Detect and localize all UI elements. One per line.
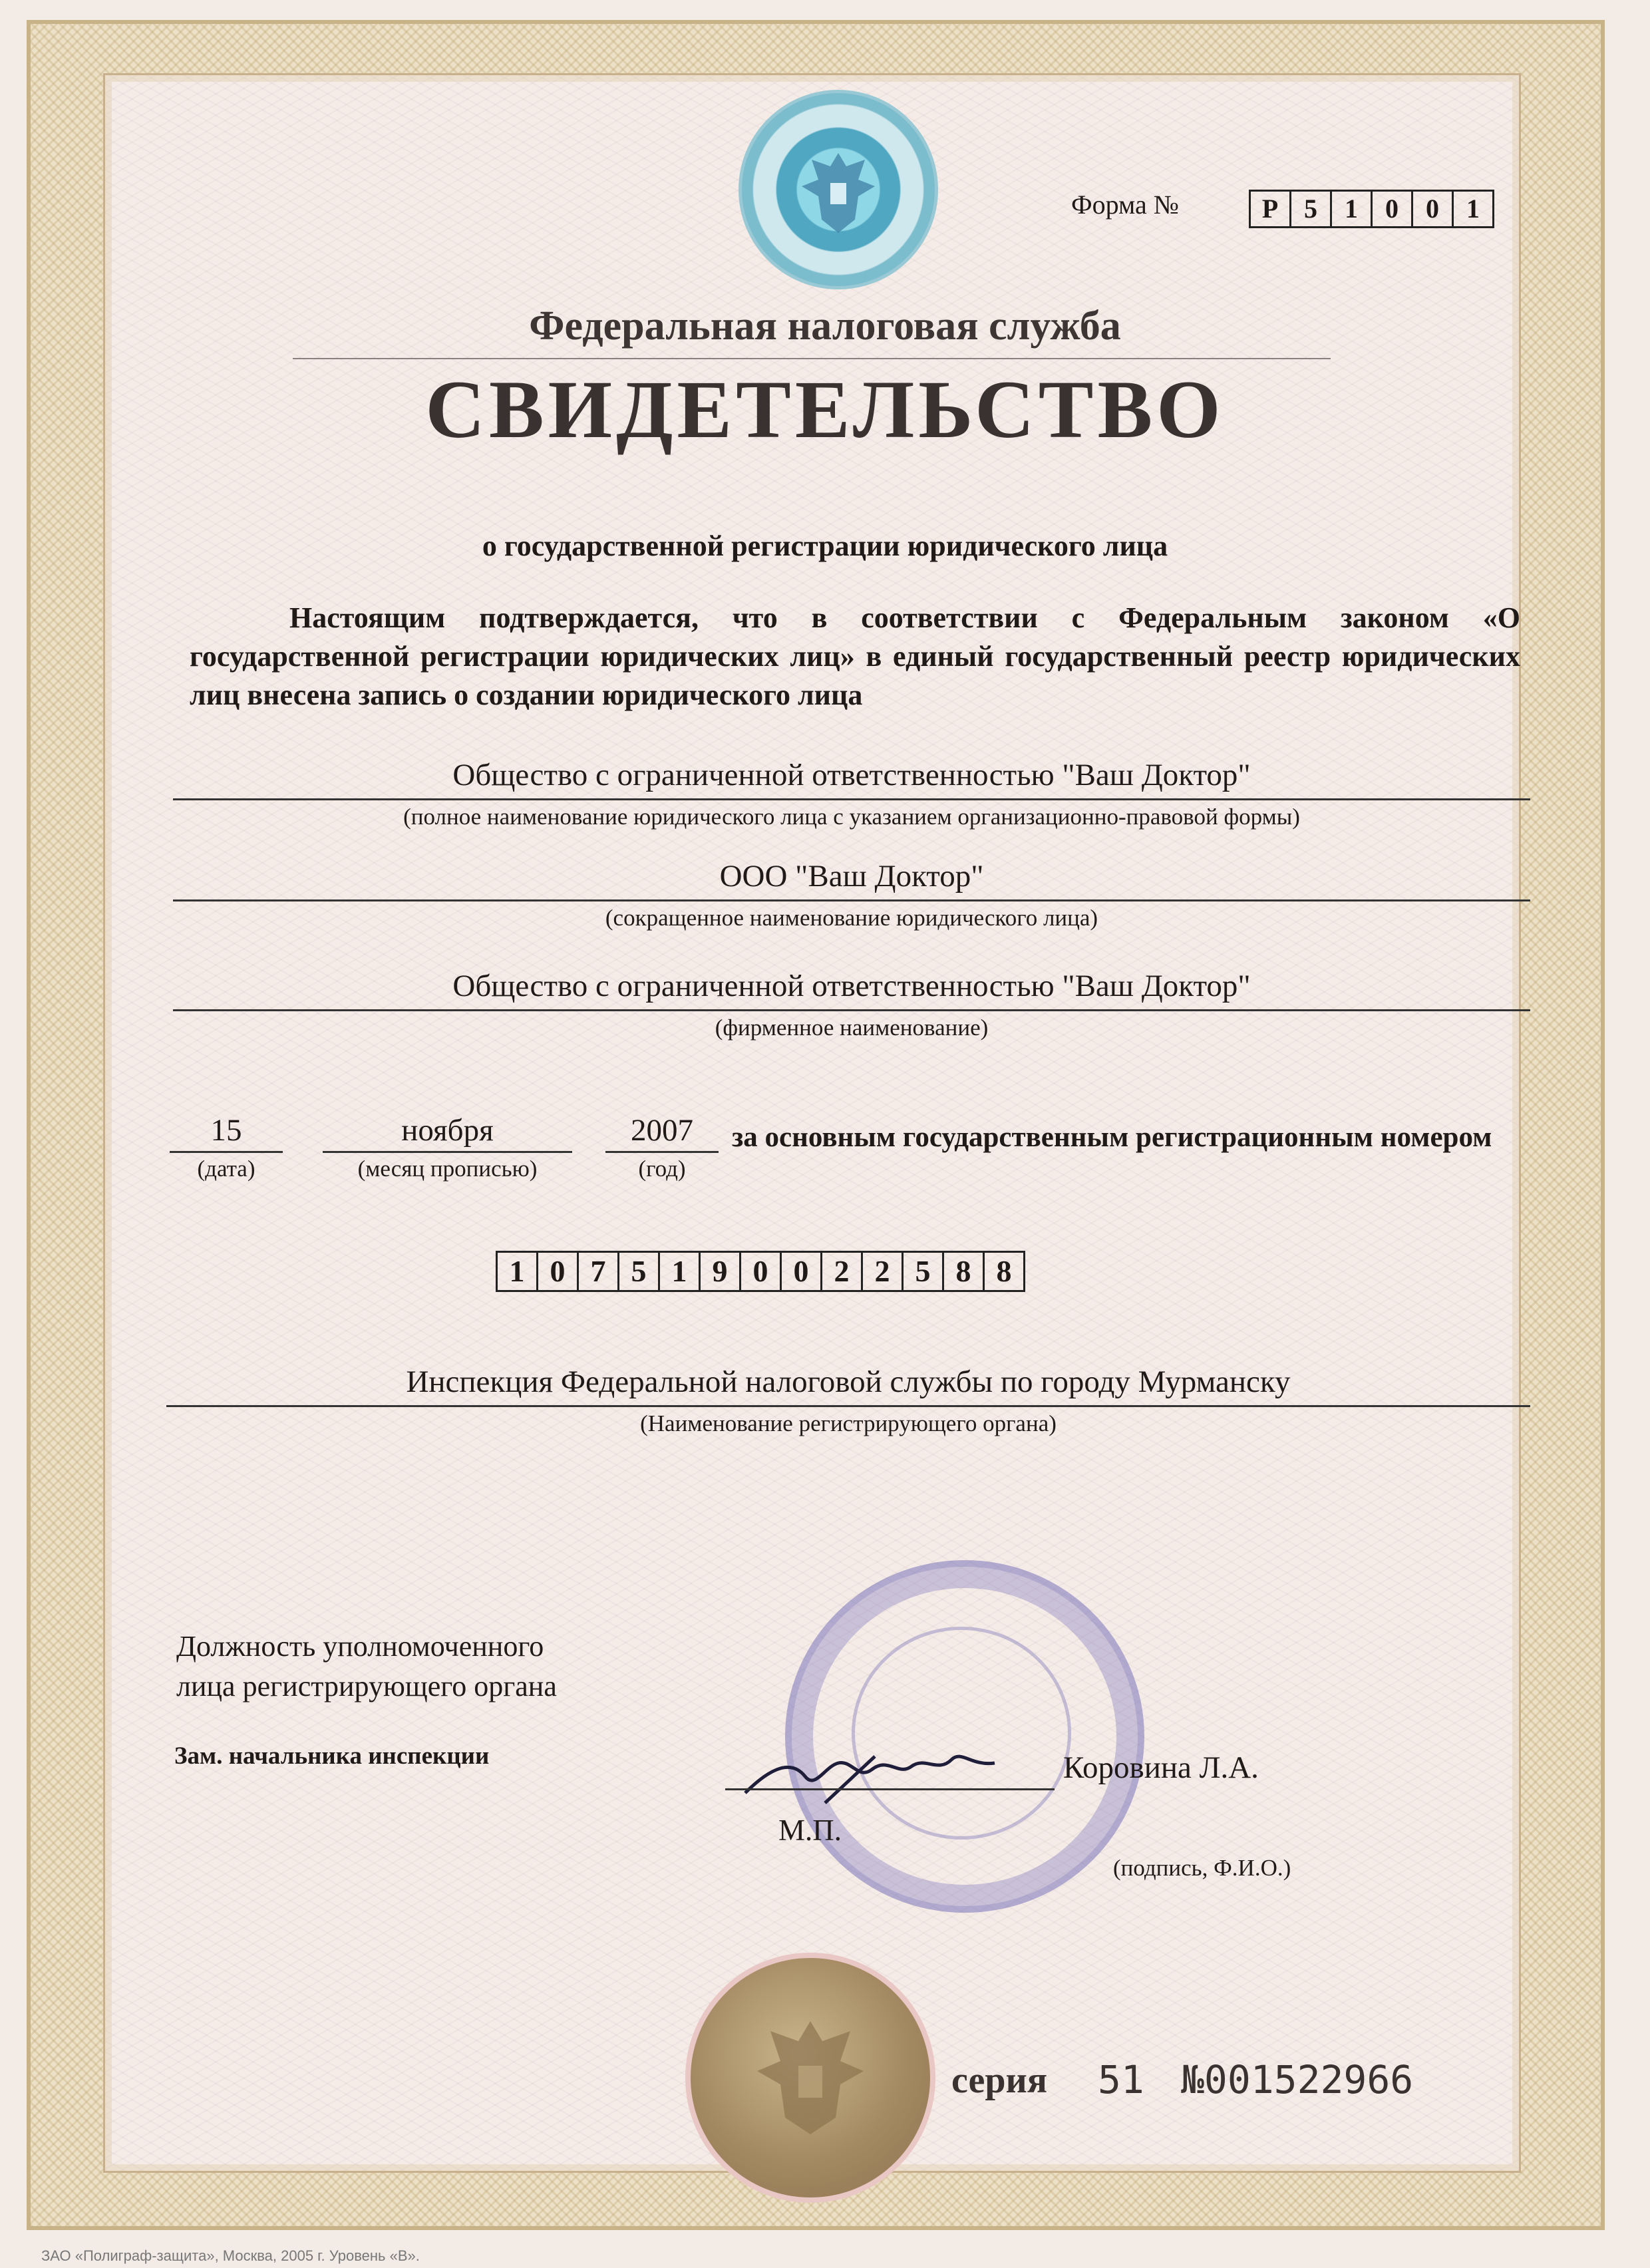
position-label-line: Должность уполномоченного	[176, 1630, 544, 1663]
form-number-label: Форма №	[1071, 190, 1179, 220]
brand-name-caption: (фирменное наименование)	[715, 1015, 989, 1041]
registration-year: 2007	[631, 1113, 693, 1148]
form-number-digit: 5	[1289, 190, 1332, 228]
ogrn-digit: 2	[820, 1251, 863, 1292]
position-value: Зам. начальника инспекции	[174, 1742, 490, 1770]
full-name-value: Общество с ограниченной ответственностью "Ваш Доктор"	[452, 758, 1251, 792]
brand-name-underline	[173, 1009, 1530, 1011]
ogrn-digit: 5	[617, 1251, 660, 1292]
form-number-digit: 1	[1452, 190, 1494, 228]
ogrn-digit: 0	[739, 1251, 782, 1292]
ogrn-digit: 1	[496, 1251, 538, 1292]
ogrn-digit: 5	[902, 1251, 944, 1292]
signature-line	[725, 1788, 1055, 1790]
series-value: 51	[1098, 2057, 1144, 2102]
form-number-digit: Р	[1249, 190, 1291, 228]
ogrn-digit: 8	[983, 1251, 1025, 1292]
eagle-icon	[744, 2005, 877, 2144]
certificate-subtitle: о государственной регистрации юридического лица	[482, 530, 1168, 562]
signatory-name: Коровина Л.А.	[1063, 1750, 1259, 1785]
hologram-seal	[739, 90, 938, 289]
ogrn-label: за основным государственным регистрационным номером	[732, 1122, 1492, 1153]
printer-note: ЗАО «Полиграф-защита», Москва, 2005 г. Уровень «В».	[41, 2247, 420, 2264]
form-number-digit: 0	[1411, 190, 1454, 228]
ogrn-digit: 1	[658, 1251, 701, 1292]
official-stamp	[785, 1560, 1144, 1913]
short-name-caption: (сокращенное наименование юридического лица)	[605, 905, 1098, 931]
certificate-number: №001522966	[1181, 2057, 1414, 2102]
brand-name-value: Общество с ограниченной ответственностью "Ваш Доктор"	[452, 969, 1251, 1003]
full-name-caption: (полное наименование юридического лица с указанием организационно-правовой формы)	[403, 804, 1300, 830]
embossed-seal	[685, 1953, 935, 2203]
ogrn-boxes	[498, 1251, 1025, 1292]
position-label	[176, 1627, 709, 1706]
statement-text: Настоящим подтверждается, что в соответствии с Федеральным законом «О государственной регистрации юридических лиц» в единый государственный реестр юридических лиц внесена запись о создании юридического лица	[190, 601, 1520, 711]
month-underline	[323, 1151, 572, 1153]
eagle-icon	[792, 140, 885, 240]
title-divider	[293, 358, 1331, 359]
year-caption: (год)	[638, 1156, 686, 1182]
agency-title: Федеральная налоговая служба	[529, 303, 1121, 349]
short-name-value: ООО "Ваш Доктор"	[719, 859, 984, 893]
authority-caption: (Наименование регистрирующего органа)	[640, 1410, 1057, 1436]
ogrn-digit: 0	[780, 1251, 822, 1292]
ogrn-digit: 7	[577, 1251, 619, 1292]
ogrn-digit: 9	[699, 1251, 741, 1292]
ogrn-digit: 0	[536, 1251, 579, 1292]
form-number-boxes	[1251, 190, 1494, 228]
short-name-underline	[173, 899, 1530, 901]
ogrn-digit: 2	[861, 1251, 904, 1292]
ogrn-digit: 8	[942, 1251, 985, 1292]
full-name-underline	[173, 798, 1530, 800]
day-underline	[170, 1151, 283, 1153]
signature	[732, 1740, 1011, 1813]
year-underline	[605, 1151, 719, 1153]
authority-value: Инспекция Федеральной налоговой службы по городу Мурманску	[406, 1365, 1291, 1399]
seal-place-label: М.П.	[778, 1814, 842, 1847]
registration-day: 15	[210, 1113, 242, 1148]
series-label: серия	[951, 2060, 1048, 2101]
day-caption: (дата)	[197, 1156, 255, 1182]
registration-month: ноября	[401, 1113, 494, 1148]
signature-caption: (подпись, Ф.И.О.)	[1113, 1855, 1291, 1881]
form-number-digit: 0	[1371, 190, 1413, 228]
form-number-digit: 1	[1330, 190, 1373, 228]
position-label-line: лица регистрирующего органа	[176, 1670, 557, 1702]
authority-underline	[166, 1405, 1530, 1407]
certificate-title: СВИДЕТЕЛЬСТВО	[425, 364, 1225, 455]
month-caption: (месяц прописью)	[357, 1156, 538, 1182]
